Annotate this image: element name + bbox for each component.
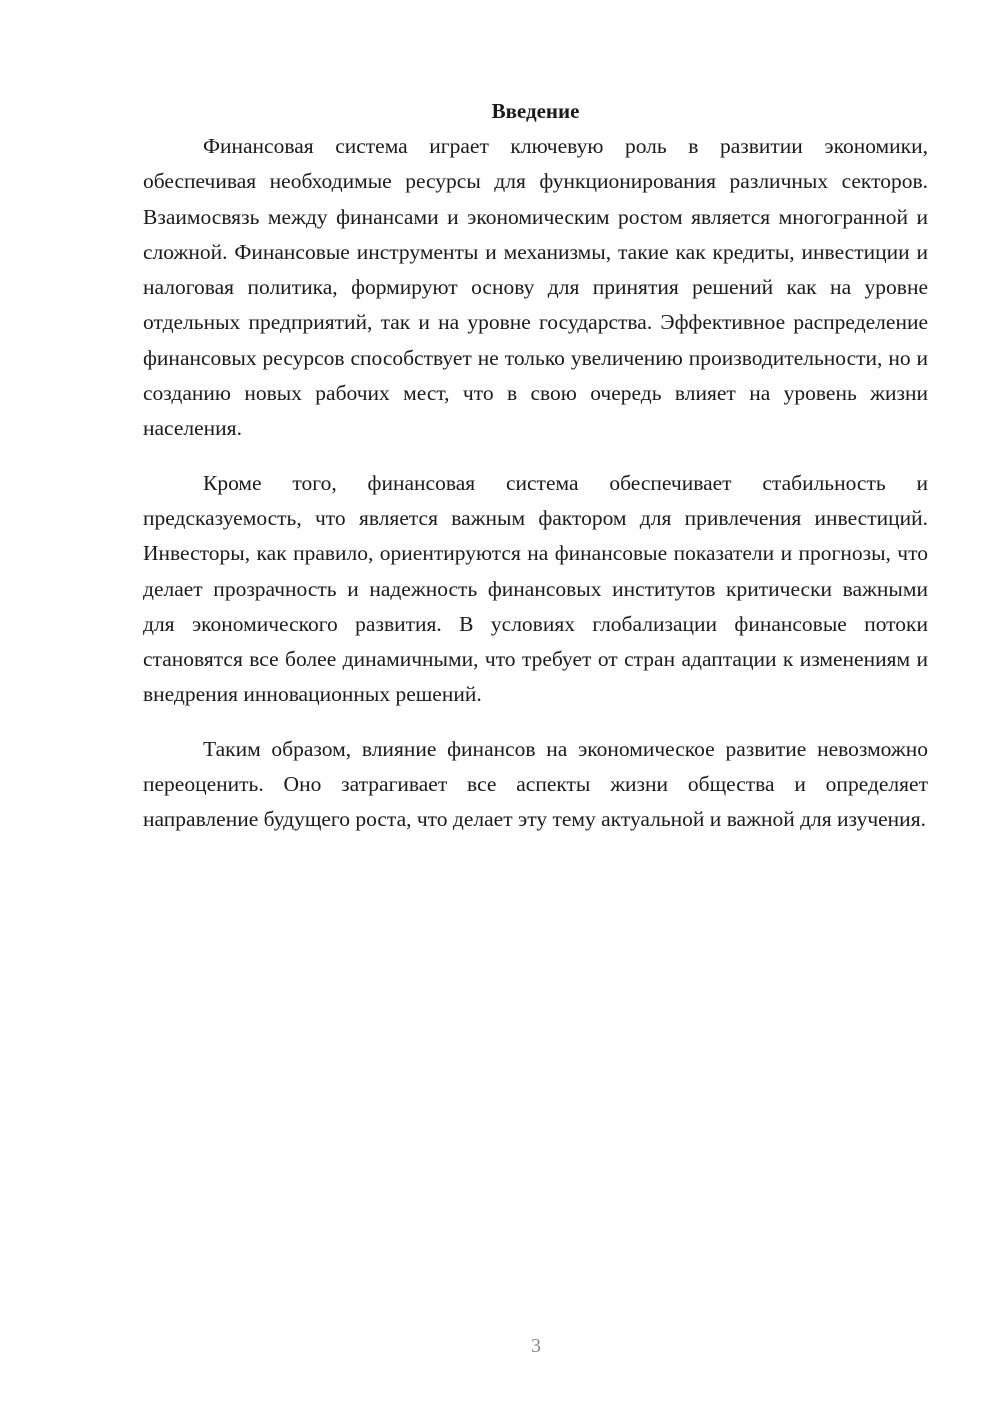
page-content [143, 96, 928, 838]
section-heading: Введение [491, 99, 580, 123]
body-paragraph-3: Таким образом, влияние финансов на экономическое развитие невозможно переоценить. Оно затрагивает все аспекты жизни общества и определяет направление будущего роста, что делает эту тему актуальной и важной для изучения. [143, 736, 928, 832]
body-paragraph-1: Финансовая система играет ключевую роль в развитии экономики, обеспечивая необходимые ресурсы для функционирования различных секторов. Взаимосвязь между финансами и экономическим ростом является многогранной и сложной. Финансовые инструменты и механизмы, такие как кредиты, инвестиции и налоговая политика, формируют основу для принятия решений как на уровне отдельных предприятий, так и на уровне государства. Эффективное распределение финансовых ресурсов способствует не только увеличению производительности, но и созданию новых рабочих мест, что в свою очередь влияет на уровень жизни населения. [143, 134, 928, 441]
body-paragraph-2: Кроме того, финансовая система обеспечивает стабильность и предсказуемость, что является важным фактором для привлечения инвестиций. Инвесторы, как правило, ориентируются на финансовые показатели и прогнозы, что делает прозрачность и надежность финансовых институтов критически важными для экономического развития. В условиях глобализации финансовые потоки становятся все более динамичными, что требует от стран адаптации к изменениям и внедрения инновационных решений. [143, 470, 928, 707]
page-number: 3 [531, 1335, 541, 1357]
